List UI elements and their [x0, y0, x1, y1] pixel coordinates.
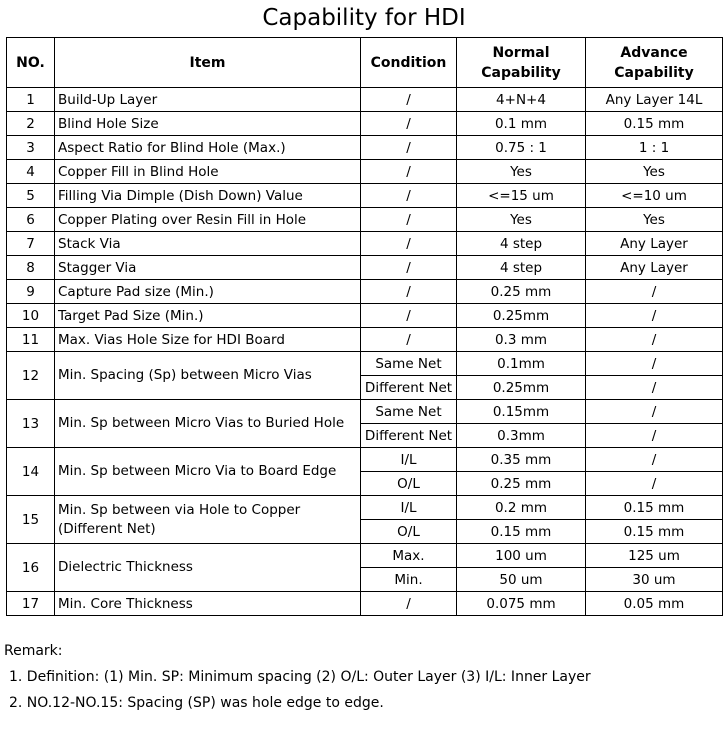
row-condition: Min.	[361, 568, 457, 592]
row-advance-capability: Yes	[586, 208, 723, 232]
table-row	[7, 304, 723, 328]
row-normal-capability: 0.75 : 1	[457, 136, 586, 160]
row-normal-capability: 0.075 mm	[457, 592, 586, 616]
row-condition: O/L	[361, 520, 457, 544]
row-condition: /	[361, 208, 457, 232]
table-row	[7, 448, 723, 472]
row-number: 2	[7, 112, 55, 136]
row-condition: /	[361, 112, 457, 136]
row-advance-capability: 0.15 mm	[586, 520, 723, 544]
row-item: Stack Via	[55, 232, 361, 256]
table-header-row	[7, 38, 723, 88]
row-item: Copper Plating over Resin Fill in Hole	[55, 208, 361, 232]
row-normal-capability: 0.3mm	[457, 424, 586, 448]
table-row	[7, 352, 723, 376]
row-normal-capability: Yes	[457, 208, 586, 232]
row-normal-capability: 4 step	[457, 256, 586, 280]
row-item: Min. Sp between Micro Via to Board Edge	[55, 448, 361, 496]
row-condition: Different Net	[361, 424, 457, 448]
table-row	[7, 280, 723, 304]
row-condition: Same Net	[361, 400, 457, 424]
row-number: 1	[7, 88, 55, 112]
row-normal-capability: 0.15 mm	[457, 520, 586, 544]
row-advance-capability: /	[586, 448, 723, 472]
header-condition: Condition	[361, 38, 457, 88]
header-advance-capability: Advance Capability	[586, 38, 723, 88]
row-advance-capability: /	[586, 352, 723, 376]
row-advance-capability: /	[586, 304, 723, 328]
header-normal-capability: Normal Capability	[457, 38, 586, 88]
row-number: 9	[7, 280, 55, 304]
row-number: 17	[7, 592, 55, 616]
row-item: Blind Hole Size	[55, 112, 361, 136]
row-number: 15	[7, 496, 55, 544]
row-normal-capability: 0.2 mm	[457, 496, 586, 520]
row-advance-capability: Any Layer	[586, 256, 723, 280]
row-condition: I/L	[361, 448, 457, 472]
row-number: 10	[7, 304, 55, 328]
table-row	[7, 256, 723, 280]
table-row	[7, 544, 723, 568]
row-advance-capability: 0.05 mm	[586, 592, 723, 616]
row-normal-capability: 0.3 mm	[457, 328, 586, 352]
row-condition: /	[361, 88, 457, 112]
row-condition: O/L	[361, 472, 457, 496]
row-number: 14	[7, 448, 55, 496]
row-item: Target Pad Size (Min.)	[55, 304, 361, 328]
row-item: Dielectric Thickness	[55, 544, 361, 592]
row-normal-capability: 0.35 mm	[457, 448, 586, 472]
table-row	[7, 160, 723, 184]
row-advance-capability: Any Layer 14L	[586, 88, 723, 112]
row-advance-capability: Any Layer	[586, 232, 723, 256]
row-number: 3	[7, 136, 55, 160]
row-condition: /	[361, 136, 457, 160]
row-number: 16	[7, 544, 55, 592]
row-number: 4	[7, 160, 55, 184]
row-normal-capability: 0.25mm	[457, 376, 586, 400]
row-item: Aspect Ratio for Blind Hole (Max.)	[55, 136, 361, 160]
row-normal-capability: 0.15mm	[457, 400, 586, 424]
row-number: 5	[7, 184, 55, 208]
row-item: Stagger Via	[55, 256, 361, 280]
row-advance-capability: 30 um	[586, 568, 723, 592]
row-number: 8	[7, 256, 55, 280]
row-normal-capability: 4 step	[457, 232, 586, 256]
row-advance-capability: /	[586, 328, 723, 352]
row-item: Min. Core Thickness	[55, 592, 361, 616]
table-row	[7, 592, 723, 616]
row-normal-capability: 4+N+4	[457, 88, 586, 112]
table-row	[7, 184, 723, 208]
remarks-heading: Remark:	[4, 643, 63, 659]
table-row	[7, 496, 723, 520]
row-item: Min. Sp between Micro Vias to Buried Hole	[55, 400, 361, 448]
row-advance-capability: 0.15 mm	[586, 112, 723, 136]
row-number: 6	[7, 208, 55, 232]
row-condition: /	[361, 328, 457, 352]
row-normal-capability: Yes	[457, 160, 586, 184]
row-condition: Same Net	[361, 352, 457, 376]
row-advance-capability: /	[586, 472, 723, 496]
table-row	[7, 400, 723, 424]
row-number: 7	[7, 232, 55, 256]
row-number: 11	[7, 328, 55, 352]
row-number: 13	[7, 400, 55, 448]
table-body	[7, 88, 723, 616]
row-normal-capability: 100 um	[457, 544, 586, 568]
capability-table	[6, 37, 723, 616]
row-condition: I/L	[361, 496, 457, 520]
row-normal-capability: 0.25 mm	[457, 472, 586, 496]
row-item: Min. Sp between via Hole to Copper (Different Net)	[55, 496, 361, 544]
row-condition: /	[361, 304, 457, 328]
row-condition: /	[361, 160, 457, 184]
table-row	[7, 112, 723, 136]
row-advance-capability: 0.15 mm	[586, 496, 723, 520]
page-title: Capability for HDI	[262, 5, 466, 31]
table-row	[7, 88, 723, 112]
row-normal-capability: 0.1mm	[457, 352, 586, 376]
row-item: Filling Via Dimple (Dish Down) Value	[55, 184, 361, 208]
row-item: Build-Up Layer	[55, 88, 361, 112]
remark-item: 1. Definition: (1) Min. SP: Minimum spacing (2) O/L: Outer Layer (3) I/L: Inner Layer	[9, 669, 591, 685]
row-condition: Different Net	[361, 376, 457, 400]
row-condition: /	[361, 184, 457, 208]
row-advance-capability: 1 : 1	[586, 136, 723, 160]
row-normal-capability: 0.1 mm	[457, 112, 586, 136]
row-normal-capability: 0.25mm	[457, 304, 586, 328]
row-item: Capture Pad size (Min.)	[55, 280, 361, 304]
row-item: Max. Vias Hole Size for HDI Board	[55, 328, 361, 352]
remark-item: 2. NO.12-NO.15: Spacing (SP) was hole edge to edge.	[9, 695, 384, 711]
row-advance-capability: Yes	[586, 160, 723, 184]
row-normal-capability: 0.25 mm	[457, 280, 586, 304]
remarks-section	[4, 638, 724, 716]
row-condition: /	[361, 592, 457, 616]
table-row	[7, 232, 723, 256]
row-condition: /	[361, 256, 457, 280]
table-row	[7, 136, 723, 160]
header-item: Item	[55, 38, 361, 88]
row-advance-capability: 125 um	[586, 544, 723, 568]
row-advance-capability: /	[586, 280, 723, 304]
row-normal-capability: 50 um	[457, 568, 586, 592]
row-advance-capability: /	[586, 400, 723, 424]
row-advance-capability: /	[586, 376, 723, 400]
row-condition: Max.	[361, 544, 457, 568]
row-item: Copper Fill in Blind Hole	[55, 160, 361, 184]
row-advance-capability: <=10 um	[586, 184, 723, 208]
row-advance-capability: /	[586, 424, 723, 448]
row-condition: /	[361, 280, 457, 304]
row-item: Min. Spacing (Sp) between Micro Vias	[55, 352, 361, 400]
header-no: NO.	[7, 38, 55, 88]
row-normal-capability: <=15 um	[457, 184, 586, 208]
table-row	[7, 208, 723, 232]
row-condition: /	[361, 232, 457, 256]
table-row	[7, 328, 723, 352]
row-number: 12	[7, 352, 55, 400]
